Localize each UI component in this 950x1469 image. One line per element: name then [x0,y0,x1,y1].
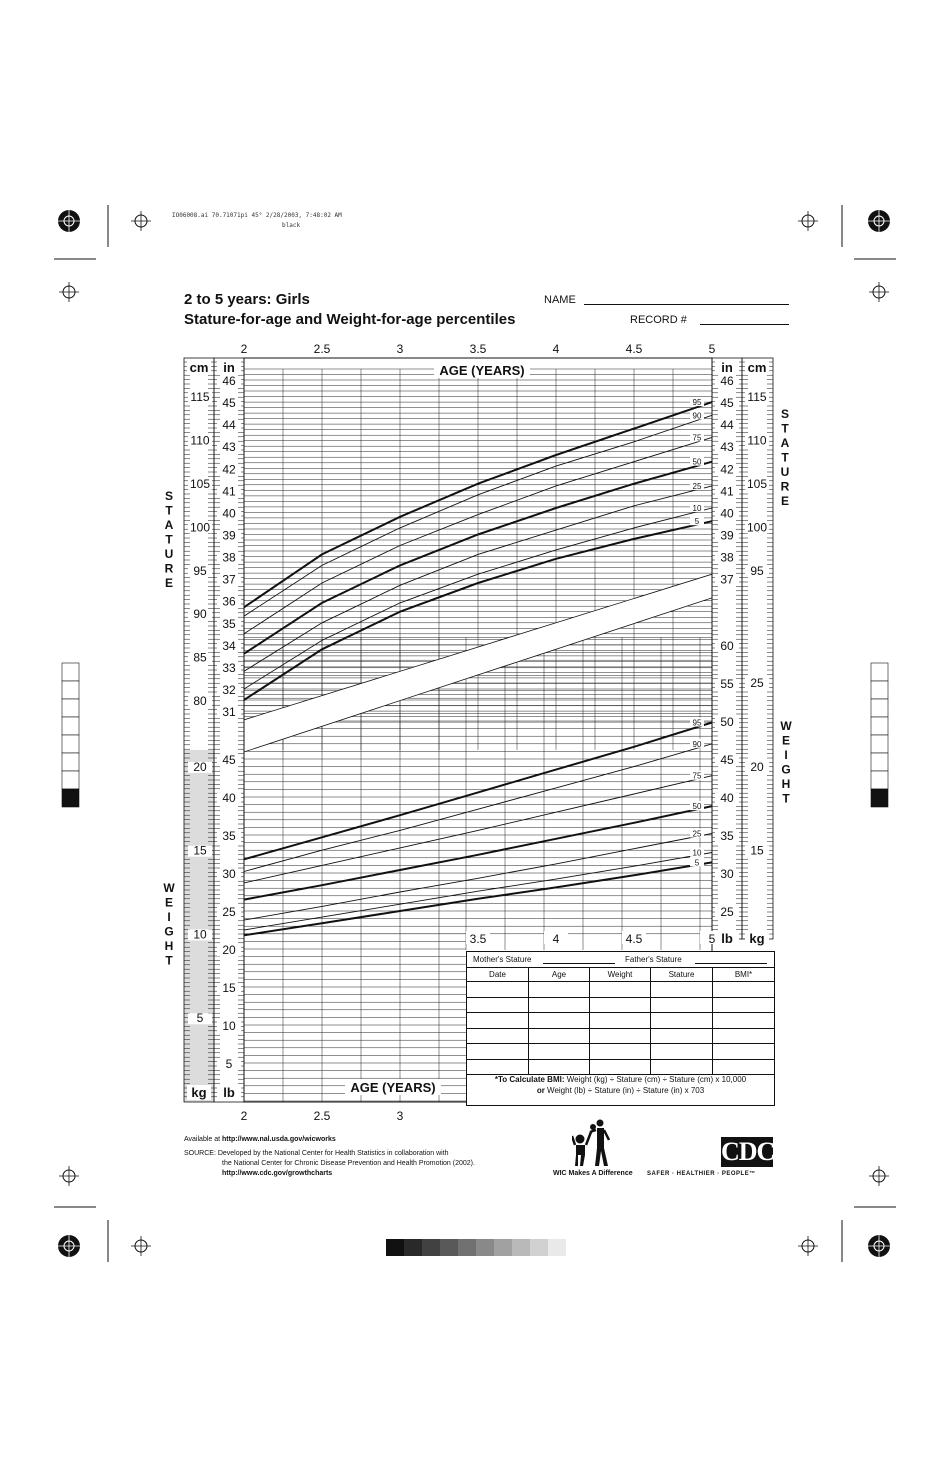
side-title-letter: W [780,719,792,733]
weight-kg-tick-right: 20 [750,759,764,774]
stature-in-tick-right: 40 [720,506,734,521]
source-line-1: SOURCE: Developed by the National Center for Health Statistics in collaboration with [184,1150,449,1157]
calibration-swatch [512,1239,530,1256]
record-cell[interactable] [713,1044,774,1060]
stature-in-tick-right: 44 [720,418,734,433]
stature-in-tick-right: 45 [720,396,734,411]
stature-in-tick-right: 46 [720,374,734,388]
fathers-stature-label: Father's Stature [625,955,682,964]
wicworks-link[interactable]: http://www.nal.usda.gov/wicworks [222,1136,336,1143]
wic-logo-icon [572,1118,616,1168]
unit-cm-left: cm [189,360,209,375]
x-tick-inner-label: 5 [708,932,716,946]
calibration-swatch [458,1239,476,1256]
side-title-letter: W [163,881,175,895]
stature-p25-label: 25 [692,481,702,491]
stature-cm-tick-right: 100 [746,520,768,535]
side-title-letter: H [781,777,791,791]
record-cell[interactable] [590,1029,650,1045]
calibration-swatch [530,1239,548,1256]
record-cell[interactable] [651,998,712,1014]
record-cell[interactable] [651,1029,712,1045]
weight-lb-tick-right: 55 [720,677,734,691]
x-tick-bottom-label: 2.5 [313,1109,331,1123]
stature-in-tick: 31 [222,705,236,720]
stature-in-tick: 39 [222,528,236,543]
unit-lb-left: lb [223,1085,235,1100]
weight-curves [244,718,712,936]
stature-cm-tick: 90 [193,607,207,622]
record-cell[interactable] [590,998,650,1014]
side-title-letter: T [781,421,789,436]
stature-cm-tick-right: 110 [747,433,767,448]
stature-in-tick: 33 [222,660,236,675]
side-title-letter: R [780,479,790,494]
stature-cm-tick-right: 115 [747,389,767,404]
record-cell[interactable] [467,1060,528,1076]
calibration-swatch [386,1239,404,1256]
stature-in-tick: 44 [222,418,236,433]
weight-lb-tick: 25 [222,905,236,919]
calibration-swatch [494,1239,512,1256]
side-title-letter: I [784,748,788,762]
record-cell[interactable] [467,1044,528,1060]
record-cell[interactable] [713,1013,774,1029]
side-title-letter: U [780,465,790,479]
calibration-strip [386,1239,566,1256]
stature-p10-label: 10 [692,504,702,514]
stature-in-tick: 34 [222,638,236,653]
weight-kg-tick-right: 15 [750,843,764,858]
x-tick-top-label: 2.5 [313,342,331,356]
weight-p50-label: 50 [692,802,702,812]
bmi-note-formula-kg: Weight (kg) ÷ Stature (cm) ÷ Stature (cm) x 10,000 [566,1075,747,1084]
weight-lb-tick-right: 60 [720,639,734,653]
stature-p5-label: 5 [694,517,700,527]
source-line-2: the National Center for Chronic Disease Prevention and Health Promotion (2002). [222,1160,475,1167]
stature-p95-label: 95 [692,398,702,408]
stature-p75-label: 75 [692,433,702,443]
x-tick-inner-label: 3.5 [469,932,487,946]
side-title-letter: U [164,547,174,561]
weight-side-title-right [780,719,792,806]
stature-in-tick: 40 [222,506,236,521]
record-cell[interactable] [467,982,528,998]
calibration-swatch [476,1239,494,1256]
x-tick-top-label: 3 [396,342,404,356]
stature-p90-label: 90 [692,411,702,421]
stature-cm-tick-right: 105 [746,476,768,491]
weight-p90-line [244,744,712,872]
bmi-note-formula-lb: Weight (lb) ÷ Stature (in) ÷ Stature (in) x 703 [547,1086,705,1095]
weight-lb-tick-right: 50 [720,715,734,729]
record-col [712,968,774,1074]
calibration-swatch [440,1239,458,1256]
record-col-header: Weight [590,968,650,982]
print-header-color: black [282,222,301,229]
record-cell[interactable] [713,1029,774,1045]
weight-p90-label: 90 [692,739,702,749]
side-title-letter: T [165,953,173,968]
x-tick-top-label: 5 [708,342,716,356]
weight-p25-label: 25 [692,829,702,839]
x-axis-title-top: AGE (YEARS) [439,363,525,378]
weight-kg-tick: 15 [193,843,207,858]
side-title-letter: G [781,762,791,777]
side-title-letter: G [164,924,174,939]
side-title-letter: S [780,407,790,421]
weight-p5-label: 5 [694,858,700,868]
side-title-letter: A [164,518,174,532]
x-tick-inner-label: 4 [552,932,560,946]
bmi-note [467,1074,774,1096]
calibration-swatch [422,1239,440,1256]
record-col-header: Date [467,968,528,982]
record-cell[interactable] [651,1044,712,1060]
stature-in-tick: 35 [222,616,236,631]
available-prefix: Available at [184,1136,221,1143]
weight-kg-tick: 20 [193,759,207,774]
weight-p5-line [244,862,712,935]
weight-p95-label: 95 [692,718,702,728]
side-title-letter: T [165,532,173,547]
weight-lb-tick: 35 [222,829,236,843]
weight-lb-tick: 30 [222,867,236,881]
record-cell[interactable] [467,998,528,1014]
stature-in-tick-right: 42 [720,462,734,477]
cdc-logo: CDC [721,1137,775,1166]
fathers-stature-field[interactable] [695,963,767,964]
record-cell[interactable] [590,982,650,998]
bmi-note-or: or [536,1086,545,1095]
x-tick-inner-label: 4.5 [625,932,643,946]
record-cell[interactable] [529,1060,589,1076]
footer-source [184,1149,475,1179]
stature-p50-label: 50 [692,457,702,467]
stature-cm-tick: 85 [193,650,207,665]
weight-lb-tick-right: 45 [720,753,734,767]
stature-side-title-right [781,407,790,508]
weight-lb-tick-right: 25 [720,905,734,919]
calibration-swatch [548,1239,566,1256]
record-cell[interactable] [651,1060,712,1076]
weight-kg-tick: 5 [196,1011,204,1026]
weight-p75-label: 75 [692,771,702,781]
record-cell[interactable] [529,998,589,1014]
weight-lb-tick: 5 [225,1057,233,1071]
record-col [528,968,589,1074]
record-cell[interactable] [713,982,774,998]
weight-p25-line [244,834,712,921]
record-col [650,968,712,1074]
weight-kg-tick: 10 [193,927,207,942]
record-cell[interactable] [529,1044,589,1060]
calibration-swatch [404,1239,422,1256]
unit-kg-right: kg [749,931,765,946]
x-tick-top-label: 4.5 [625,342,643,356]
record-col-header: BMI* [713,968,774,982]
weight-p10-label: 10 [692,848,702,858]
x-tick-top-label: 3.5 [469,342,487,356]
stature-in-tick: 46 [222,374,236,388]
footer-available [184,1135,336,1145]
page-title: 2 to 5 years: Girls [184,291,310,308]
unit-lb-right: lb [721,931,733,946]
record-cell[interactable] [651,982,712,998]
x-tick-bottom-label: 2 [240,1109,248,1123]
record-cell[interactable] [529,1029,589,1045]
x-tick-bottom-label: 3 [396,1109,404,1123]
side-title-letter: E [781,733,791,748]
weight-p50-line [244,806,712,900]
mothers-stature-label: Mother's Stature [473,955,532,964]
page-subtitle: Stature-for-age and Weight-for-age percentiles [184,311,516,328]
stature-cm-tick: 115 [190,389,210,404]
unit-in-right: in [721,360,733,375]
stature-in-tick: 38 [222,550,236,565]
side-title-letter: T [781,450,789,465]
cdc-caption: SAFER · HEALTHIER · PEOPLE™ [647,1171,756,1177]
record-cell[interactable] [590,1044,650,1060]
stature-cm-tick: 110 [190,433,210,448]
side-title-letter: E [164,895,174,910]
weight-lb-tick: 20 [222,943,236,957]
side-title-letter: H [164,939,174,953]
mothers-stature-field[interactable] [543,963,615,964]
record-col [589,968,650,1074]
record-col [467,968,528,1074]
bmi-note-title: *To Calculate BMI: [494,1075,565,1084]
weight-lb-tick-right: 35 [720,829,734,843]
x-tick-top-label: 4 [552,342,560,356]
stature-in-tick: 36 [222,594,236,609]
stature-in-tick: 41 [222,484,236,499]
weight-lb-tick-right: 40 [720,791,734,805]
record-cell[interactable] [467,1013,528,1029]
stature-in-tick: 43 [222,440,236,455]
print-header-info: IO06008.ai 70.71071pi 45° 2/28/2003, 7:48:02 AM [172,212,342,219]
stature-cm-tick: 80 [193,694,207,709]
stature-in-tick: 42 [222,462,236,477]
weight-lb-tick: 45 [222,753,236,767]
record-grid [467,967,774,1075]
record-cell[interactable] [467,1029,528,1045]
record-col-header: Stature [651,968,712,982]
weight-lb-tick: 40 [222,791,236,805]
side-title-letter: I [167,910,171,924]
record-cell[interactable] [713,998,774,1014]
record-label: RECORD # [630,314,687,326]
record-cell[interactable] [651,1013,712,1029]
side-title-letter: T [782,791,790,806]
weight-kg-tick-right: 25 [750,676,764,691]
record-cell[interactable] [529,1013,589,1029]
stature-in-tick-right: 39 [720,528,734,543]
stature-cm-tick: 95 [193,563,207,578]
weight-lb-tick: 15 [222,981,236,995]
weight-side-title-left [163,881,175,968]
side-title-letter: T [165,503,173,518]
wic-caption: WIC Makes A Difference [553,1170,633,1177]
unit-in-left: in [223,360,235,375]
side-title-letter: R [164,561,174,576]
x-tick-top-label: 2 [240,342,248,356]
growthcharts-link[interactable]: http://www.cdc.gov/growthcharts [222,1170,333,1177]
stature-in-tick-right: 43 [720,440,734,455]
unit-kg-left: kg [191,1085,207,1100]
stature-in-tick: 32 [222,682,236,697]
unit-cm-right: cm [747,360,767,375]
stature-in-tick-right: 41 [720,484,734,499]
stature-cm-tick: 100 [189,520,211,535]
side-title-letter: S [164,489,174,503]
stature-cm-tick-right: 95 [750,563,764,578]
weight-lb-tick: 10 [222,1019,236,1033]
stature-in-tick-right: 38 [720,550,734,565]
stature-in-tick-right: 37 [720,572,734,587]
side-title-letter: E [780,494,790,508]
stature-cm-tick: 105 [189,476,211,491]
stature-in-tick: 37 [222,572,236,587]
side-title-letter: A [780,436,790,450]
record-cell[interactable] [529,982,589,998]
record-cell[interactable] [590,1060,650,1076]
side-title-letter: E [164,576,174,590]
weight-lb-tick-right: 30 [720,867,734,881]
stature-side-title-left [165,489,174,590]
record-table [466,951,775,1106]
record-col-header: Age [529,968,589,982]
record-cell[interactable] [713,1060,774,1076]
record-cell[interactable] [590,1013,650,1029]
x-axis-title-bottom: AGE (YEARS) [350,1080,436,1095]
name-label: NAME [544,294,576,306]
stature-in-tick: 45 [222,396,236,411]
